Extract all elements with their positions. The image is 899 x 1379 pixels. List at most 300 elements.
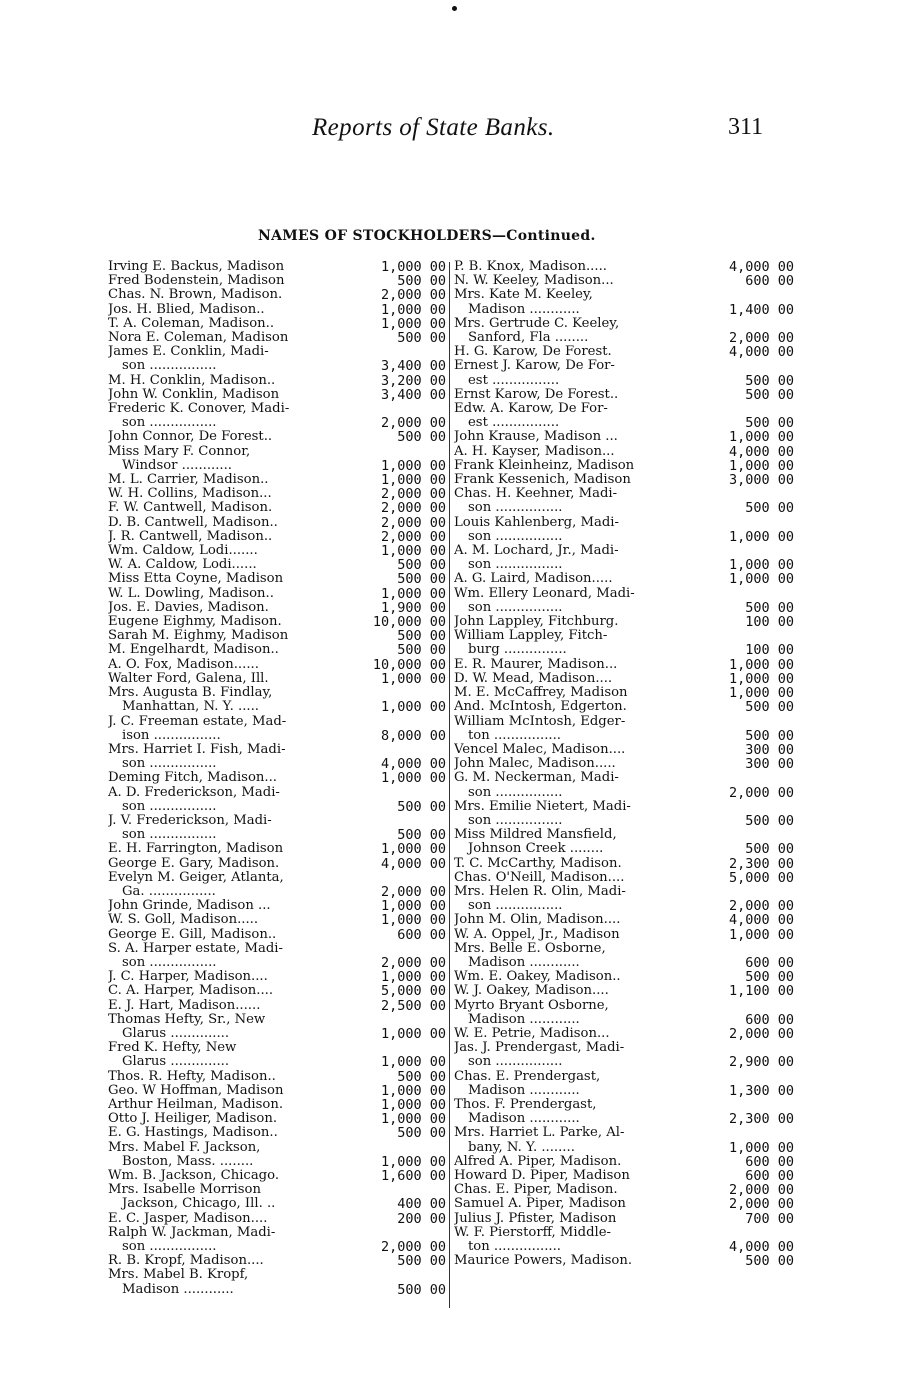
stockholder-entry [108, 1013, 446, 1041]
stockholder-name-line: son ................ [468, 812, 563, 828]
stockholder-entry [454, 771, 794, 799]
stockholder-entry [454, 459, 794, 473]
stockholder-entry [108, 913, 446, 927]
stockholder-name [454, 1155, 684, 1169]
share-amount: 500 00 [745, 1253, 794, 1270]
stockholder-name [108, 260, 346, 274]
stockholder-name-line: Jos. H. Blied, Madison.. [108, 302, 265, 317]
share-amount: 600 00 [745, 1011, 794, 1028]
stockholder-name [108, 1013, 346, 1041]
stockholder-name [108, 501, 346, 515]
stockholder-entry [108, 1084, 446, 1098]
share-amount: 500 00 [745, 415, 794, 432]
share-amount: 4,000 00 [728, 912, 794, 929]
stockholder-entry [454, 544, 794, 572]
share-amount: 1,000 00 [380, 301, 446, 318]
stockholder-name-line: son ................ [122, 827, 217, 843]
stockholder-entry [108, 743, 446, 771]
stockholder-name-line: A. D. Frederickson, Madi- [108, 785, 280, 800]
stockholder-entry [108, 572, 446, 586]
stockholder-name [108, 842, 346, 856]
stockholder-entry [454, 970, 794, 984]
stockholder-name-line: Frank Kessenich, Madison [454, 473, 631, 488]
share-amount: 1,000 00 [380, 1025, 446, 1042]
stockholder-name-line: Madison ............ [468, 1111, 580, 1127]
stockholder-name [454, 359, 684, 387]
share-amount: 500 00 [397, 798, 446, 815]
share-amount: 500 00 [397, 1281, 446, 1298]
stockholder-name [108, 1268, 346, 1296]
stockholder-entry [108, 288, 446, 302]
stockholder-entry [454, 686, 794, 700]
share-amount: 2,000 00 [380, 415, 446, 432]
share-amount: 300 00 [745, 756, 794, 773]
stockholder-name-line: Madison ............ [468, 1082, 580, 1098]
stockholder-name-line: Windsor ............ [122, 457, 232, 473]
stockholder-entry [454, 1254, 794, 1268]
share-amount: 1,000 00 [728, 670, 794, 687]
stockholder-name [454, 445, 684, 459]
stockholder-name [108, 643, 346, 657]
ink-dot [452, 6, 457, 11]
stockholder-name [454, 288, 684, 316]
share-amount: 600 00 [745, 273, 794, 290]
stockholder-name-line: Madison ............ [468, 1011, 580, 1027]
stockholder-name-line: H. G. Karow, De Forest. [454, 345, 612, 360]
stockholder-name [108, 615, 346, 629]
stockholder-entry [108, 942, 446, 970]
share-amount: 1,000 00 [728, 926, 794, 943]
stockholder-name [454, 913, 684, 927]
stockholder-name-line: Chas. N. Brown, Madison. [108, 288, 283, 303]
stockholder-name [454, 885, 684, 913]
stockholder-name-line: son ................ [468, 898, 563, 914]
running-title: Reports of State Banks. [312, 114, 555, 141]
stockholder-name-line: E. J. Hart, Madison...... [108, 998, 261, 1013]
stockholder-entry [454, 445, 794, 459]
stockholder-name [454, 274, 684, 288]
stockholder-name-line: William McIntosh, Edger- [454, 714, 626, 729]
stockholder-name-line: Mrs. Belle E. Osborne, [454, 941, 606, 956]
share-amount: 2,000 00 [728, 1196, 794, 1213]
stockholder-name [108, 1169, 346, 1183]
stockholder-name [108, 1212, 346, 1226]
share-amount: 4,000 00 [728, 1239, 794, 1256]
stockholder-name-line: John W. Conklin, Madison [108, 387, 280, 402]
stockholder-name-line: W. F. Pierstorff, Middle- [454, 1225, 611, 1240]
stockholder-name-line: Otto J. Heiliger, Madison. [108, 1112, 278, 1127]
stockholder-name-line: Ga. ................ [122, 883, 216, 899]
stockholder-name-line: Manhattan, N. Y. ..... [122, 699, 259, 715]
stockholder-name [108, 1254, 346, 1268]
stockholder-name [108, 984, 346, 998]
stockholder-name [108, 402, 346, 430]
share-amount: 2,000 00 [380, 514, 446, 531]
stockholder-entry [454, 487, 794, 515]
stockholder-name-line: C. A. Harper, Madison.... [108, 984, 274, 999]
stockholder-name-line: Johnson Creek ........ [468, 841, 604, 857]
share-amount: 1,000 00 [380, 472, 446, 489]
stockholder-name-line: E. C. Jasper, Madison.... [108, 1211, 268, 1226]
share-amount: 1,000 00 [728, 1139, 794, 1156]
share-amount: 3,000 00 [728, 472, 794, 489]
stockholder-name [454, 473, 684, 487]
share-amount: 2,000 00 [380, 1239, 446, 1256]
stockholder-name-line: Howard D. Piper, Madison [454, 1169, 630, 1183]
stockholder-name-line: Miss Etta Coyne, Madison [108, 572, 284, 587]
share-amount: 600 00 [397, 926, 446, 943]
stockholder-name-line: J. R. Cantwell, Madison.. [108, 529, 273, 544]
stockholder-entry [108, 331, 446, 345]
share-amount: 600 00 [745, 1153, 794, 1170]
share-amount: 2,000 00 [728, 898, 794, 915]
stockholder-entry [454, 317, 794, 345]
stockholder-name-line: Alfred A. Piper, Madison. [454, 1154, 622, 1169]
stockholder-name-line: John Lappley, Fitchburg. [454, 615, 619, 630]
share-amount: 4,000 00 [728, 443, 794, 460]
share-amount: 500 00 [745, 699, 794, 716]
stockholder-name-line: D. B. Cantwell, Madison.. [108, 515, 278, 530]
stockholder-entry [454, 1155, 794, 1169]
stockholder-name-line: Evelyn M. Geiger, Atlanta, [108, 870, 284, 885]
stockholder-entry [108, 672, 446, 686]
stockholder-name [454, 984, 684, 998]
share-amount: 1,000 00 [380, 912, 446, 929]
stockholder-name [454, 629, 684, 657]
share-amount: 500 00 [397, 1068, 446, 1085]
stockholder-name [108, 445, 346, 473]
share-amount: 300 00 [745, 741, 794, 758]
stockholder-entry [108, 1169, 446, 1183]
stockholder-entry [108, 1126, 446, 1140]
stockholder-name-line: son ................ [122, 358, 217, 374]
stockholder-name-line: Geo. W Hoffman, Madison [108, 1083, 284, 1098]
stockholder-name [108, 871, 346, 899]
share-amount: 500 00 [397, 571, 446, 588]
stockholder-name-line: son ................ [468, 784, 563, 800]
stockholders-left-column [108, 260, 446, 1297]
stockholder-entry [108, 473, 446, 487]
stockholder-name-line: Wm. Ellery Leonard, Madi- [454, 586, 635, 601]
stockholder-name-line: W. S. Goll, Madison..... [108, 913, 259, 928]
share-amount: 500 00 [397, 557, 446, 574]
stockholder-entry [454, 913, 794, 927]
stockholder-name-line: R. B. Kropf, Madison.... [108, 1254, 264, 1269]
stockholder-name-line: Sarah M. Eighmy, Madison [108, 629, 289, 644]
stockholder-entry [454, 1041, 794, 1069]
stockholder-entry [108, 786, 446, 814]
stockholder-entry [108, 686, 446, 714]
stockholder-entry [454, 1212, 794, 1226]
stockholder-entry [454, 1183, 794, 1197]
stockholder-name [454, 615, 684, 629]
stockholder-name [108, 686, 346, 714]
section-title: NAMES OF STOCKHOLDERS—Continued. [258, 228, 596, 244]
share-amount: 500 00 [745, 372, 794, 389]
stockholder-name-line: T. C. McCarthy, Madison. [454, 856, 622, 871]
stockholder-name-line: W. A. Caldow, Lodi...... [108, 558, 257, 573]
stockholder-name [108, 1070, 346, 1084]
stockholder-entry [108, 1183, 446, 1211]
stockholder-name-line: Thomas Hefty, Sr., New [108, 1012, 266, 1027]
stockholder-name-line: Thos. F. Prendergast, [454, 1097, 597, 1112]
share-amount: 2,000 00 [728, 1182, 794, 1199]
share-amount: 1,000 00 [380, 1111, 446, 1128]
stockholder-name [454, 544, 684, 572]
stockholder-name-line: Sanford, Fla ........ [468, 330, 589, 346]
share-amount: 500 00 [397, 429, 446, 446]
stockholder-name [108, 814, 346, 842]
stockholder-name-line: Ernst Karow, De Forest.. [454, 387, 619, 402]
stockholder-name-line: Frank Kleinheinz, Madison [454, 458, 635, 473]
stockholder-name [108, 857, 346, 871]
stockholder-name-line: Louis Kahlenberg, Madi- [454, 515, 619, 530]
stockholder-name-line: son ................ [122, 415, 217, 431]
share-amount: 1,000 00 [728, 656, 794, 673]
stockholder-name-line: John M. Olin, Madison.... [454, 913, 621, 928]
share-amount: 500 00 [745, 500, 794, 517]
stockholder-entry [108, 1268, 446, 1296]
stockholder-name-line: Chas. O'Neill, Madison.... [454, 870, 625, 885]
share-amount: 1,000 00 [728, 571, 794, 588]
stockholder-entry [108, 501, 446, 515]
stockholder-name-line: Chas. E. Piper, Madison. [454, 1183, 618, 1198]
stockholder-name [108, 999, 346, 1013]
stockholder-name-line: William Lappley, Fitch- [454, 629, 608, 644]
stockholder-name-line: And. McIntosh, Edgerton. [454, 700, 627, 715]
stockholder-entry [108, 487, 446, 501]
stockholder-entry [454, 999, 794, 1027]
stockholder-name [454, 260, 684, 274]
stockholder-entry [454, 871, 794, 885]
stockholder-name-line: Deming Fitch, Madison... [108, 771, 277, 786]
stockholder-name [108, 970, 346, 984]
stockholder-name [454, 970, 684, 984]
share-amount: 4,000 00 [380, 756, 446, 773]
share-amount: 1,300 00 [728, 1082, 794, 1099]
stockholder-name-line: W. J. Oakey, Madison.... [454, 984, 609, 999]
share-amount: 500 00 [745, 969, 794, 986]
share-amount: 500 00 [397, 642, 446, 659]
stockholder-name [454, 1070, 684, 1098]
share-amount: 1,000 00 [380, 1153, 446, 1170]
stockholder-entry [108, 260, 446, 274]
stockholder-name [454, 999, 684, 1027]
stockholder-name-line: est ................ [468, 415, 560, 431]
stockholder-entry [454, 700, 794, 714]
stockholder-entry [454, 928, 794, 942]
stockholder-name-line: Wm. B. Jackson, Chicago. [108, 1169, 280, 1183]
stockholder-name-line: ton ................ [468, 1239, 561, 1255]
stockholder-entry [108, 530, 446, 544]
stockholder-entry [454, 1169, 794, 1183]
stockholder-entry [454, 430, 794, 444]
stockholder-name-line: son ................ [468, 500, 563, 516]
stockholder-entry [454, 800, 794, 828]
stockholder-entry [454, 345, 794, 359]
stockholder-name-line: W. H. Collins, Madison... [108, 487, 272, 502]
stockholder-name [108, 487, 346, 501]
stockholder-name [108, 786, 346, 814]
stockholder-entry [108, 1226, 446, 1254]
stockholder-entry [454, 857, 794, 871]
stockholder-name [454, 516, 684, 544]
share-amount: 1,000 00 [380, 1082, 446, 1099]
stockholder-name-line: Glarus .............. [122, 1054, 230, 1070]
stockholder-entry [454, 1197, 794, 1211]
stockholder-entry [108, 999, 446, 1013]
stockholder-name-line: Mrs. Helen R. Olin, Madi- [454, 884, 626, 899]
stockholder-entry [108, 388, 446, 402]
stockholder-name-line: est ................ [468, 372, 560, 388]
stockholder-entry [108, 374, 446, 388]
stockholder-entry [454, 1226, 794, 1254]
stockholder-name [454, 487, 684, 515]
stockholder-name-line: J. C. Freeman estate, Mad- [108, 714, 287, 729]
stockholder-entry [108, 615, 446, 629]
share-amount: 2,000 00 [728, 784, 794, 801]
share-amount: 1,000 00 [380, 699, 446, 716]
share-amount: 1,000 00 [380, 1054, 446, 1071]
stockholder-name [454, 743, 684, 757]
stockholder-name-line: John Malec, Madison..... [454, 757, 616, 772]
stockholder-name [108, 1084, 346, 1098]
share-amount: 500 00 [397, 1125, 446, 1142]
stockholder-name-line: Mrs. Mabel F. Jackson, [108, 1140, 261, 1155]
share-amount: 500 00 [745, 727, 794, 744]
stockholder-entry [454, 359, 794, 387]
stockholder-name-line: Frederic K. Conover, Madi- [108, 402, 290, 417]
share-amount: 500 00 [745, 599, 794, 616]
stockholder-name [454, 1183, 684, 1197]
stockholder-name [454, 459, 684, 473]
stockholder-name [454, 928, 684, 942]
stockholder-name [454, 658, 684, 672]
stockholder-name [454, 1212, 684, 1226]
stockholder-name [454, 587, 684, 615]
share-amount: 1,400 00 [728, 301, 794, 318]
stockholder-name [108, 715, 346, 743]
stockholder-name [108, 1112, 346, 1126]
stockholder-entry [108, 1098, 446, 1112]
stockholder-name [454, 430, 684, 444]
stockholder-entry [108, 1041, 446, 1069]
stockholder-name-line: M. L. Carrier, Madison.. [108, 473, 269, 488]
stockholder-name-line: T. A. Coleman, Madison.. [108, 316, 275, 331]
stockholder-name-line: J. C. Harper, Madison.... [108, 970, 268, 985]
share-amount: 2,000 00 [380, 883, 446, 900]
stockholder-entry [108, 984, 446, 998]
stockholder-entry [108, 842, 446, 856]
stockholder-entry [108, 516, 446, 530]
stockholder-entry [454, 658, 794, 672]
share-amount: 1,000 00 [380, 315, 446, 332]
stockholder-name [108, 771, 346, 785]
stockholder-name [454, 757, 684, 771]
stockholder-entry [108, 303, 446, 317]
stockholder-name-line: S. A. Harper estate, Madi- [108, 941, 283, 956]
stockholder-name [108, 473, 346, 487]
share-amount: 500 00 [397, 273, 446, 290]
share-amount: 4,000 00 [380, 855, 446, 872]
share-amount: 1,000 00 [380, 770, 446, 787]
stockholder-entry [108, 899, 446, 913]
stockholder-entry [108, 445, 446, 473]
stockholder-name-line: Ralph W. Jackman, Madi- [108, 1225, 276, 1240]
stockholder-entry [454, 984, 794, 998]
stockholder-name-line: ton ................ [468, 727, 561, 743]
stockholder-name-line: E. G. Hastings, Madison.. [108, 1126, 278, 1141]
stockholder-name [454, 317, 684, 345]
stockholder-name [108, 288, 346, 302]
stockholder-name [108, 1226, 346, 1254]
stockholder-entry [108, 1070, 446, 1084]
stockholder-name-line: burg ............... [468, 642, 567, 658]
stockholder-name-line: Maurice Powers, Madison. [454, 1254, 633, 1269]
stockholder-name [108, 913, 346, 927]
stockholder-name-line: Vencel Malec, Madison.... [454, 742, 626, 757]
stockholder-name-line: George E. Gary, Madison. [108, 856, 280, 871]
stockholder-entry [108, 970, 446, 984]
share-amount: 3,200 00 [380, 372, 446, 389]
stockholder-name-line: Madison ............ [122, 1281, 234, 1297]
stockholder-entry [108, 544, 446, 558]
stockholder-entry [108, 402, 446, 430]
share-amount: 1,100 00 [728, 983, 794, 1000]
stockholder-name-line: Julius J. Pfister, Madison [454, 1211, 617, 1226]
stockholder-entry [108, 601, 446, 615]
stockholder-name-line: ison ................ [122, 727, 221, 743]
share-amount: 2,300 00 [728, 1111, 794, 1128]
stockholder-name-line: Mrs. Gertrude C. Keeley, [454, 316, 620, 331]
stockholder-name [108, 516, 346, 530]
share-amount: 100 00 [745, 642, 794, 659]
share-amount: 4,000 00 [728, 344, 794, 361]
share-amount: 1,000 00 [380, 259, 446, 275]
stockholder-name [454, 388, 684, 402]
stockholder-name-line: Eugene Eighmy, Madison. [108, 615, 282, 630]
stockholder-name [454, 686, 684, 700]
stockholder-name-line: Glarus .............. [122, 1025, 230, 1041]
stockholder-name [108, 558, 346, 572]
stockholder-name-line: Thos. R. Hefty, Madison.. [108, 1069, 276, 1084]
share-amount: 2,300 00 [728, 855, 794, 872]
share-amount: 600 00 [745, 954, 794, 971]
stockholder-name-line: D. W. Mead, Madison.... [454, 671, 613, 686]
stockholder-name-line: Wm. E. Oakey, Madison.. [454, 970, 621, 985]
stockholder-entry [454, 1098, 794, 1126]
share-amount: 5,000 00 [728, 869, 794, 886]
stockholder-name [454, 1041, 684, 1069]
stockholder-name [108, 587, 346, 601]
share-amount: 5,000 00 [380, 983, 446, 1000]
share-amount: 3,400 00 [380, 358, 446, 375]
stockholder-name [454, 857, 684, 871]
stockholder-name-line: Mrs. Mabel B. Kropf, [108, 1268, 249, 1283]
stockholder-name-line: Edw. A. Karow, De For- [454, 402, 608, 417]
stockholder-entry [108, 1141, 446, 1169]
stockholder-name [454, 402, 684, 430]
stockholder-name-line: Walter Ford, Galena, Ill. [108, 671, 269, 686]
stockholder-entry [454, 516, 794, 544]
share-amount: 8,000 00 [380, 727, 446, 744]
share-amount: 500 00 [745, 812, 794, 829]
stockholder-name [454, 1098, 684, 1126]
stockholder-entry [108, 430, 446, 444]
stockholder-name [108, 942, 346, 970]
share-amount: 1,000 00 [380, 898, 446, 915]
stockholder-name-line: son ................ [468, 599, 563, 615]
